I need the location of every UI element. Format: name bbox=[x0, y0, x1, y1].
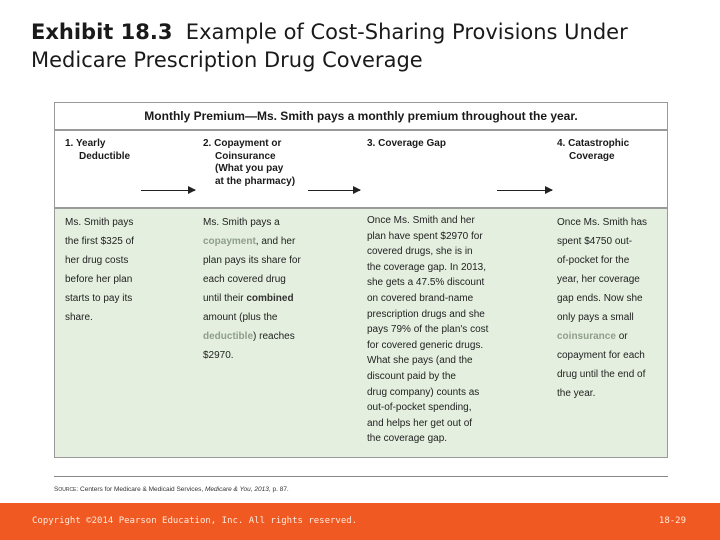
footer-bar bbox=[0, 503, 720, 540]
exhibit-table bbox=[54, 102, 668, 458]
exhibit-title-text: Example of Cost-Sharing Provisions Under Medicare Prescription Drug Coverage bbox=[31, 20, 628, 72]
detail-catastrophic-coverage: Once Ms. Smith has spent $4750 out- of-pocket for the year, her coverage gap ends. Now she only pays a small coinsurance or copayment for each drug until the end of the year. bbox=[557, 217, 648, 399]
keyword-deductible: deductible bbox=[203, 331, 254, 342]
keyword-coinsurance: coinsurance bbox=[557, 331, 616, 342]
monthly-premium-banner: Monthly Premium—Ms. Smith pays a monthly premium throughout the year. bbox=[55, 103, 667, 131]
phase-details-row bbox=[55, 209, 667, 457]
detail-yearly-deductible: Ms. Smith pays the first $325 of her drug costs before her plan starts to pay its share. bbox=[65, 217, 134, 323]
arrow-right-icon bbox=[308, 190, 360, 191]
phase-header-row bbox=[55, 131, 667, 209]
source-note: Source: Centers for Medicare & Medicaid Services, Medicare & You, 2013, p. 87. bbox=[54, 486, 289, 493]
keyword-copayment: copayment bbox=[203, 236, 256, 247]
phase-catastrophic-coverage: 4. Catastrophic Coverage bbox=[557, 138, 630, 162]
phase-coverage-gap: 3. Coverage Gap bbox=[367, 138, 446, 149]
slide-title bbox=[31, 18, 711, 74]
copyright-notice: Copyright ©2014 Pearson Education, Inc. All rights reserved. bbox=[32, 516, 358, 526]
detail-coverage-gap: Once Ms. Smith and her plan have spent $2970 for covered drugs, she is in the coverage gap. In 2013, she gets a 47.5% discount on covered brand-name prescription drugs and she pays 79% of the plan's cost for covered generic drugs. What she pays (and the discount paid by the drug company) counts as out-of-pocket spending, and helps her get out of the coverage gap. bbox=[367, 215, 489, 445]
page-number: 18-29 bbox=[658, 516, 686, 526]
keyword-combined: combined bbox=[246, 293, 294, 304]
phase-yearly-deductible: 1. Yearly Deductible bbox=[65, 138, 131, 162]
phase-copayment-coinsurance: 2. Copayment or Coinsurance (What you pay at the pharmacy) bbox=[203, 138, 296, 187]
arrow-right-icon bbox=[497, 190, 552, 191]
detail-copayment: Ms. Smith pays a copayment, and her plan pays its share for each covered drug until their combined amount (plus the deductible) reaches $2970. bbox=[203, 217, 301, 361]
source-divider bbox=[54, 476, 668, 477]
exhibit-label: Exhibit 18.3 bbox=[31, 20, 173, 44]
arrow-right-icon bbox=[141, 190, 195, 191]
